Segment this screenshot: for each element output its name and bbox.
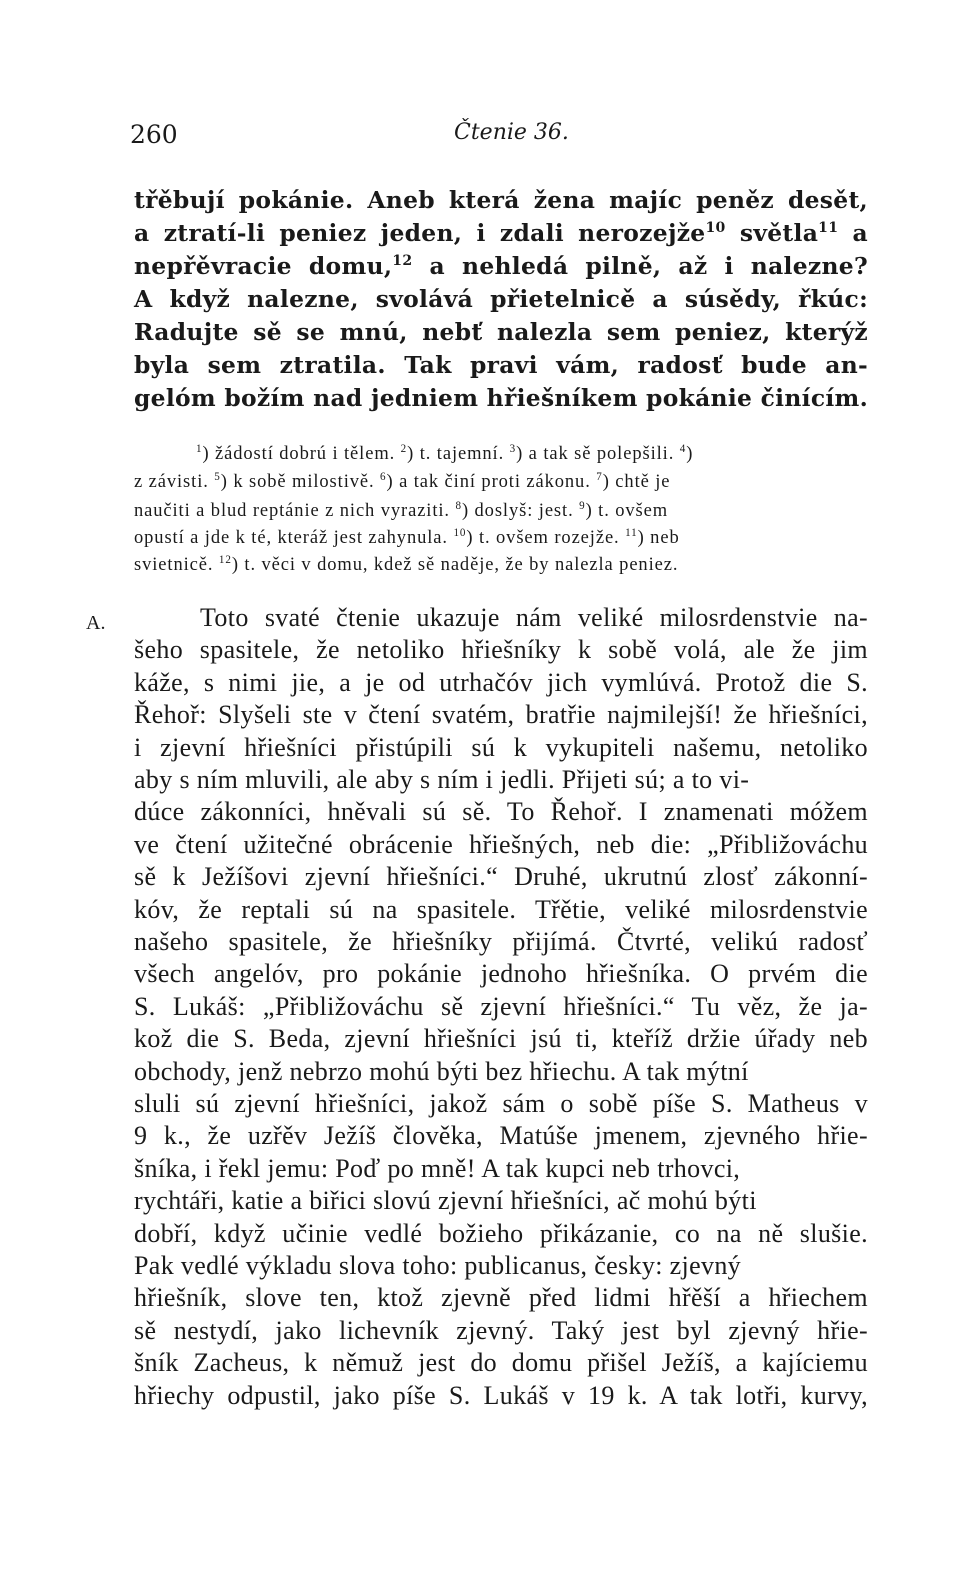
commentary-line: šeho spasitele, že netoliko hřiešníky k sobě volá, ale že jim — [134, 635, 868, 665]
running-title: Čtenie 36. — [454, 120, 569, 145]
text-segment: třěbují pokánie. Aneb která žena majíc peněz desět, — [134, 186, 868, 214]
commentary-line: kož die S. Beda, zjevní hřiešníci jsú ti, kteříž držie úřady neb — [134, 1024, 868, 1054]
commentary-line: sě k Ježíšovi zjevní hřiešníci.“ Druhé, ukrutnú zlosť zákonní- — [134, 862, 869, 892]
note-reference: 6 — [380, 470, 387, 483]
commentary-line: S. Lukáš: „Přibližováchu sě zjevní hřiešníci.“ Tu věz, že ja- — [134, 991, 869, 1021]
footnote-line — [134, 528, 680, 549]
note-reference: 12 — [392, 253, 413, 270]
note-reference: 10 — [453, 526, 467, 539]
commentary-line: aby s ním mluvili, ale aby s ním i jedli. Přijeti sú; a to vi- — [134, 765, 750, 794]
text-segment: ) — [686, 444, 694, 464]
text-segment: ) doslyš: jest. — [461, 501, 580, 521]
text-segment: A když nalezne, svolává přietelnicě a súsědy, řkúc: — [134, 285, 869, 313]
commentary-line: 9 k., že uzřěv Ježíš člověka, Matúše jmenem, zjevného hřie- — [134, 1121, 868, 1151]
footnote-line — [134, 501, 668, 522]
text-segment: z závisti. — [134, 472, 215, 492]
note-reference: 12 — [218, 553, 232, 566]
text-segment: gelóm božím nad jedniem hřiešníkem pokánie činícím. — [134, 384, 869, 412]
commentary-line: rychtáři, katie a biřici slovú zjevní hřiešníci, ač mohú býti — [134, 1186, 757, 1216]
note-reference: 11 — [818, 220, 839, 237]
footnote-line — [134, 555, 678, 576]
note-reference: 4 — [679, 442, 687, 455]
text-segment: naučiti a blud reptánie z nich vyraziti. — [134, 501, 456, 521]
page-number: 260 — [130, 120, 178, 149]
gospel-line — [134, 384, 868, 412]
commentary-line: káže, s nimi jie, a je od utrhačóv jich vymlúvá. Protož die S. — [134, 667, 869, 697]
gospel-line — [134, 219, 868, 247]
text-segment: ) t. tajemní. — [407, 444, 510, 464]
commentary-line: hřiechy odpustil, jako píše S. Lukáš v 19 k. A tak lotři, kurvy, — [134, 1380, 868, 1410]
text-segment: ) chtě je — [602, 472, 671, 492]
commentary-line: i zjevní hřiešníci přistúpili sú k vykupiteli našemu, netoliko — [134, 732, 868, 762]
note-reference: 5 — [214, 470, 221, 483]
text-segment: Radujte sě se mnú, nebť nalezla sem peniez, kterýž — [134, 318, 868, 346]
commentary-line: Toto svaté čtenie ukazuje nám veliké milosrdenstvie na- — [200, 603, 868, 632]
gospel-line — [134, 186, 868, 214]
commentary-line: všech angelóv, pro pokánie jednoho hřiešníka. O prvém die — [134, 959, 868, 989]
text-segment: opustí a jde k té, kteráž jest zahynula. — [134, 528, 454, 548]
note-reference: 7 — [596, 470, 603, 483]
commentary-line: našeho spasitele, že hřiešníky přijímá. Čtvrté, velikú radosť — [134, 927, 869, 956]
text-segment: ) a tak činí proti zákonu. — [386, 472, 597, 492]
note-reference: 9 — [579, 499, 586, 512]
gospel-line — [134, 318, 868, 346]
note-reference: 3 — [509, 442, 517, 455]
text-segment: světla — [725, 219, 819, 247]
gospel-line — [134, 351, 868, 379]
gospel-line — [134, 285, 868, 313]
commentary-line: kóv, že reptali sú na spasitele. Třětie, veliké milosrdenstvie — [134, 894, 868, 924]
text-segment: ) žádostí dobrú i tělem. — [202, 444, 401, 464]
text-segment: ) t. věci v domu, kdež sě naděje, že by nalezla peniez. — [231, 555, 679, 575]
note-reference: 11 — [625, 526, 638, 539]
text-segment: ) t. ovšem — [585, 501, 669, 521]
commentary-line: šník Zacheus, k němuž jest do domu přišel Ježíš, a kajíciemu — [134, 1348, 868, 1378]
commentary-line: ve čtení užitečné obrácenie hřiešných, neb die: „Přibližováchu — [134, 829, 869, 859]
text-segment: svietnicě. — [134, 555, 219, 575]
text-segment: a nehledá pilně, až i nalezne? — [412, 252, 868, 280]
commentary-line: Řehoř: Slyšeli ste v čtení svatém, bratřie najmilejší! že hřiešníci, — [134, 700, 868, 730]
footnote-line — [134, 472, 670, 493]
note-reference: 10 — [705, 220, 726, 237]
note-reference: 8 — [455, 499, 462, 512]
text-segment: ) k sobě milostivě. — [220, 472, 381, 492]
commentary-line: dúce zákonníci, hněvali sú sě. To Řehoř. I znamenati móžem — [134, 797, 868, 827]
commentary-line: hřiešník, slove ten, ktož zjevně před lidmi hřěší a hřiechem — [134, 1283, 868, 1313]
commentary-line: obchody, jenž nebrzo mohú býti bez hřiechu. A tak mýtní — [134, 1056, 749, 1086]
text-segment: nepřěvracie domu, — [134, 252, 393, 280]
commentary-line: dobří, když učinie vedlé božieho přikázanie, co na ně slušie. — [134, 1218, 868, 1248]
section-marker: A. — [86, 612, 106, 634]
text-segment: a — [838, 219, 868, 247]
gospel-line — [134, 252, 868, 280]
footnote-line — [196, 444, 693, 465]
commentary-line: sluli sú zjevní hřiešníci, jakož sám o sobě píše S. Matheus v — [134, 1089, 868, 1118]
text-segment: ) a tak sě polepšili. — [516, 444, 680, 464]
text-segment: ) neb — [637, 528, 680, 548]
commentary-line: Pak vedlé výkladu slova toho: publicanus, česky: zjevný — [134, 1251, 742, 1280]
text-segment: ) t. ovšem rozejže. — [466, 528, 626, 548]
text-segment: a ztratí-li peniez jeden, i zdali nerozejže — [134, 219, 706, 247]
commentary-line: šníka, i řekl jemu: Poď po mně! A tak kupci neb trhovci, — [134, 1153, 741, 1183]
commentary-line: sě nestydí, jako lichevník zjevný. Taký jest byl zjevný hřie- — [134, 1315, 868, 1345]
note-reference: 1 — [196, 442, 203, 455]
text-segment: byla sem ztratila. Tak pravi vám, radosť bude an- — [134, 351, 869, 379]
note-reference: 2 — [400, 442, 408, 455]
